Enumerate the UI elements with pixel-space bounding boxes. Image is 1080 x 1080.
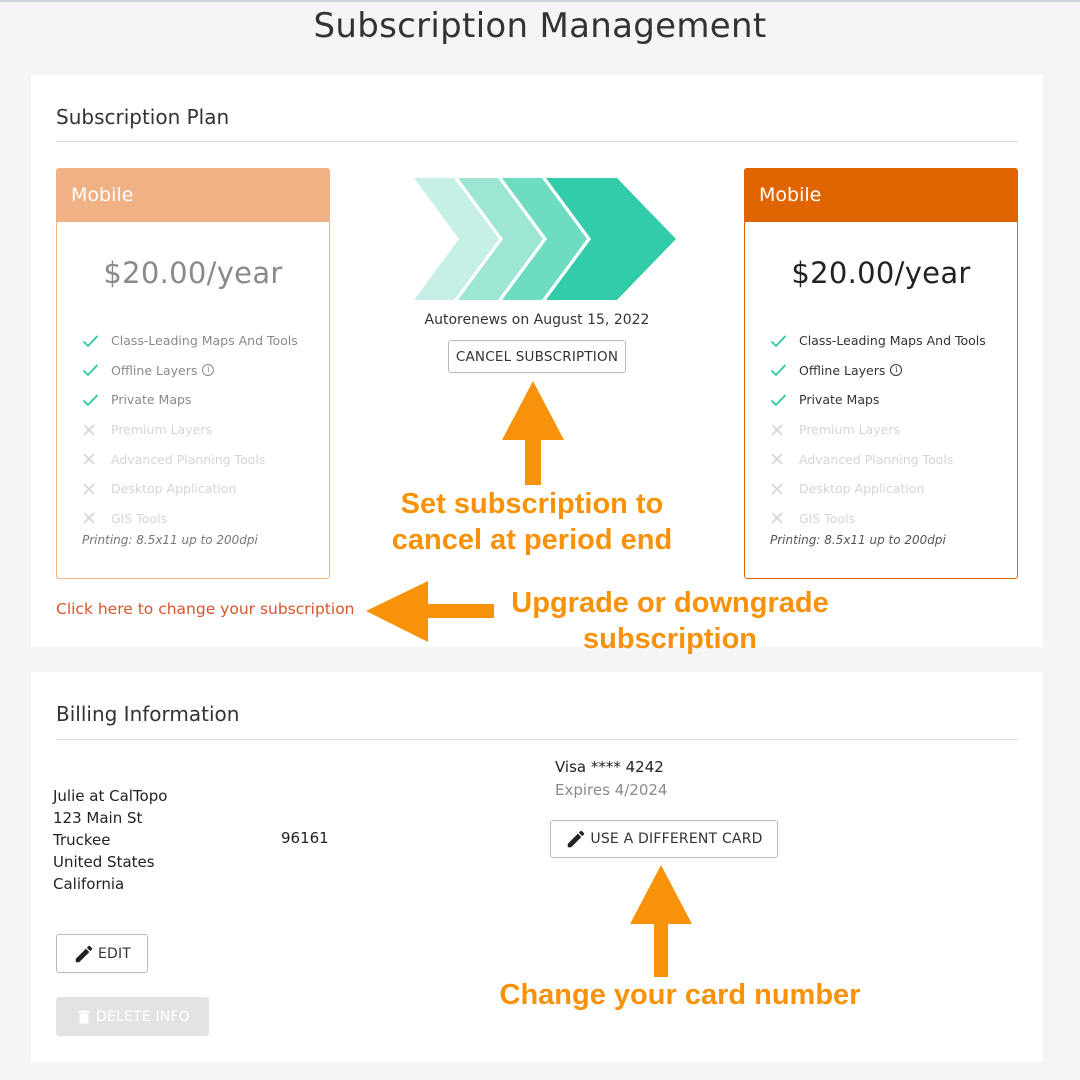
target-plan-printing: Printing: 8.5x11 up to 200dpi xyxy=(770,533,946,547)
current-plan-name: Mobile xyxy=(57,169,329,222)
annotation-change xyxy=(490,585,850,657)
feature-label: Private Maps xyxy=(799,392,880,408)
card-number-text: Visa **** 4242 xyxy=(555,758,664,776)
feature-label: Desktop Application xyxy=(799,481,925,497)
card-expiry-text: Expires 4/2024 xyxy=(555,781,668,799)
feature-label: GIS Tools xyxy=(799,510,856,526)
feature-label: Advanced Planning Tools xyxy=(799,451,954,467)
target-plan-price: $20.00/year xyxy=(791,256,971,290)
change-subscription-link[interactable]: Click here to change your subscription xyxy=(56,600,355,618)
page-title: Subscription Management xyxy=(313,6,767,46)
address-zip: 96161 xyxy=(281,829,329,847)
feature-label: Class-Leading Maps And Tools xyxy=(799,333,986,349)
feature-label: Private Maps xyxy=(111,392,192,408)
annotation-change-line2: subscription xyxy=(582,623,757,655)
target-plan-name: Mobile xyxy=(745,169,1017,222)
annotation-cancel-line2: cancel at period end xyxy=(391,524,673,556)
feature-label: Offline Layers xyxy=(111,362,198,378)
address-state: California xyxy=(53,875,125,893)
address-city: Truckee xyxy=(53,831,111,849)
section-title-billing-information: Billing Information xyxy=(56,702,240,726)
annotation-cancel xyxy=(362,486,702,558)
feature-label: Desktop Application xyxy=(111,481,237,497)
section-title-subscription-plan: Subscription Plan xyxy=(56,105,230,129)
arrow-left-change xyxy=(366,581,494,642)
address-country: United States xyxy=(53,853,155,871)
edit-label: EDIT xyxy=(97,945,132,962)
address-name: Julie at CalTopo xyxy=(53,787,168,805)
delete-label: DELETE INFO xyxy=(96,1008,190,1025)
current-plan-price: $20.00/year xyxy=(103,256,283,290)
feature-label: Premium Layers xyxy=(111,422,212,438)
renewal-date-text: Autorenews on August 15, 2022 xyxy=(424,312,650,328)
arrow-up-card xyxy=(630,865,692,977)
annotation-card: Change your card number xyxy=(499,979,861,1011)
use-different-card-label: USE A DIFFERENT CARD xyxy=(590,831,763,847)
arrow-up-cancel xyxy=(502,381,564,485)
feature-label: Premium Layers xyxy=(799,422,900,438)
info-icon[interactable]: i xyxy=(202,364,214,376)
address-street: 123 Main St xyxy=(53,809,143,827)
feature-label: Advanced Planning Tools xyxy=(111,451,266,467)
feature-label: Offline Layers xyxy=(799,362,886,378)
info-icon[interactable]: i xyxy=(890,364,902,376)
annotation-cancel-line1: Set subscription to xyxy=(400,488,664,520)
feature-label: GIS Tools xyxy=(111,510,168,526)
current-plan-printing: Printing: 8.5x11 up to 200dpi xyxy=(82,533,258,547)
annotation-change-line1: Upgrade or downgrade xyxy=(511,587,829,619)
feature-label: Class-Leading Maps And Tools xyxy=(111,333,298,349)
cancel-subscription-button[interactable]: CANCEL SUBSCRIPTION xyxy=(448,340,626,373)
